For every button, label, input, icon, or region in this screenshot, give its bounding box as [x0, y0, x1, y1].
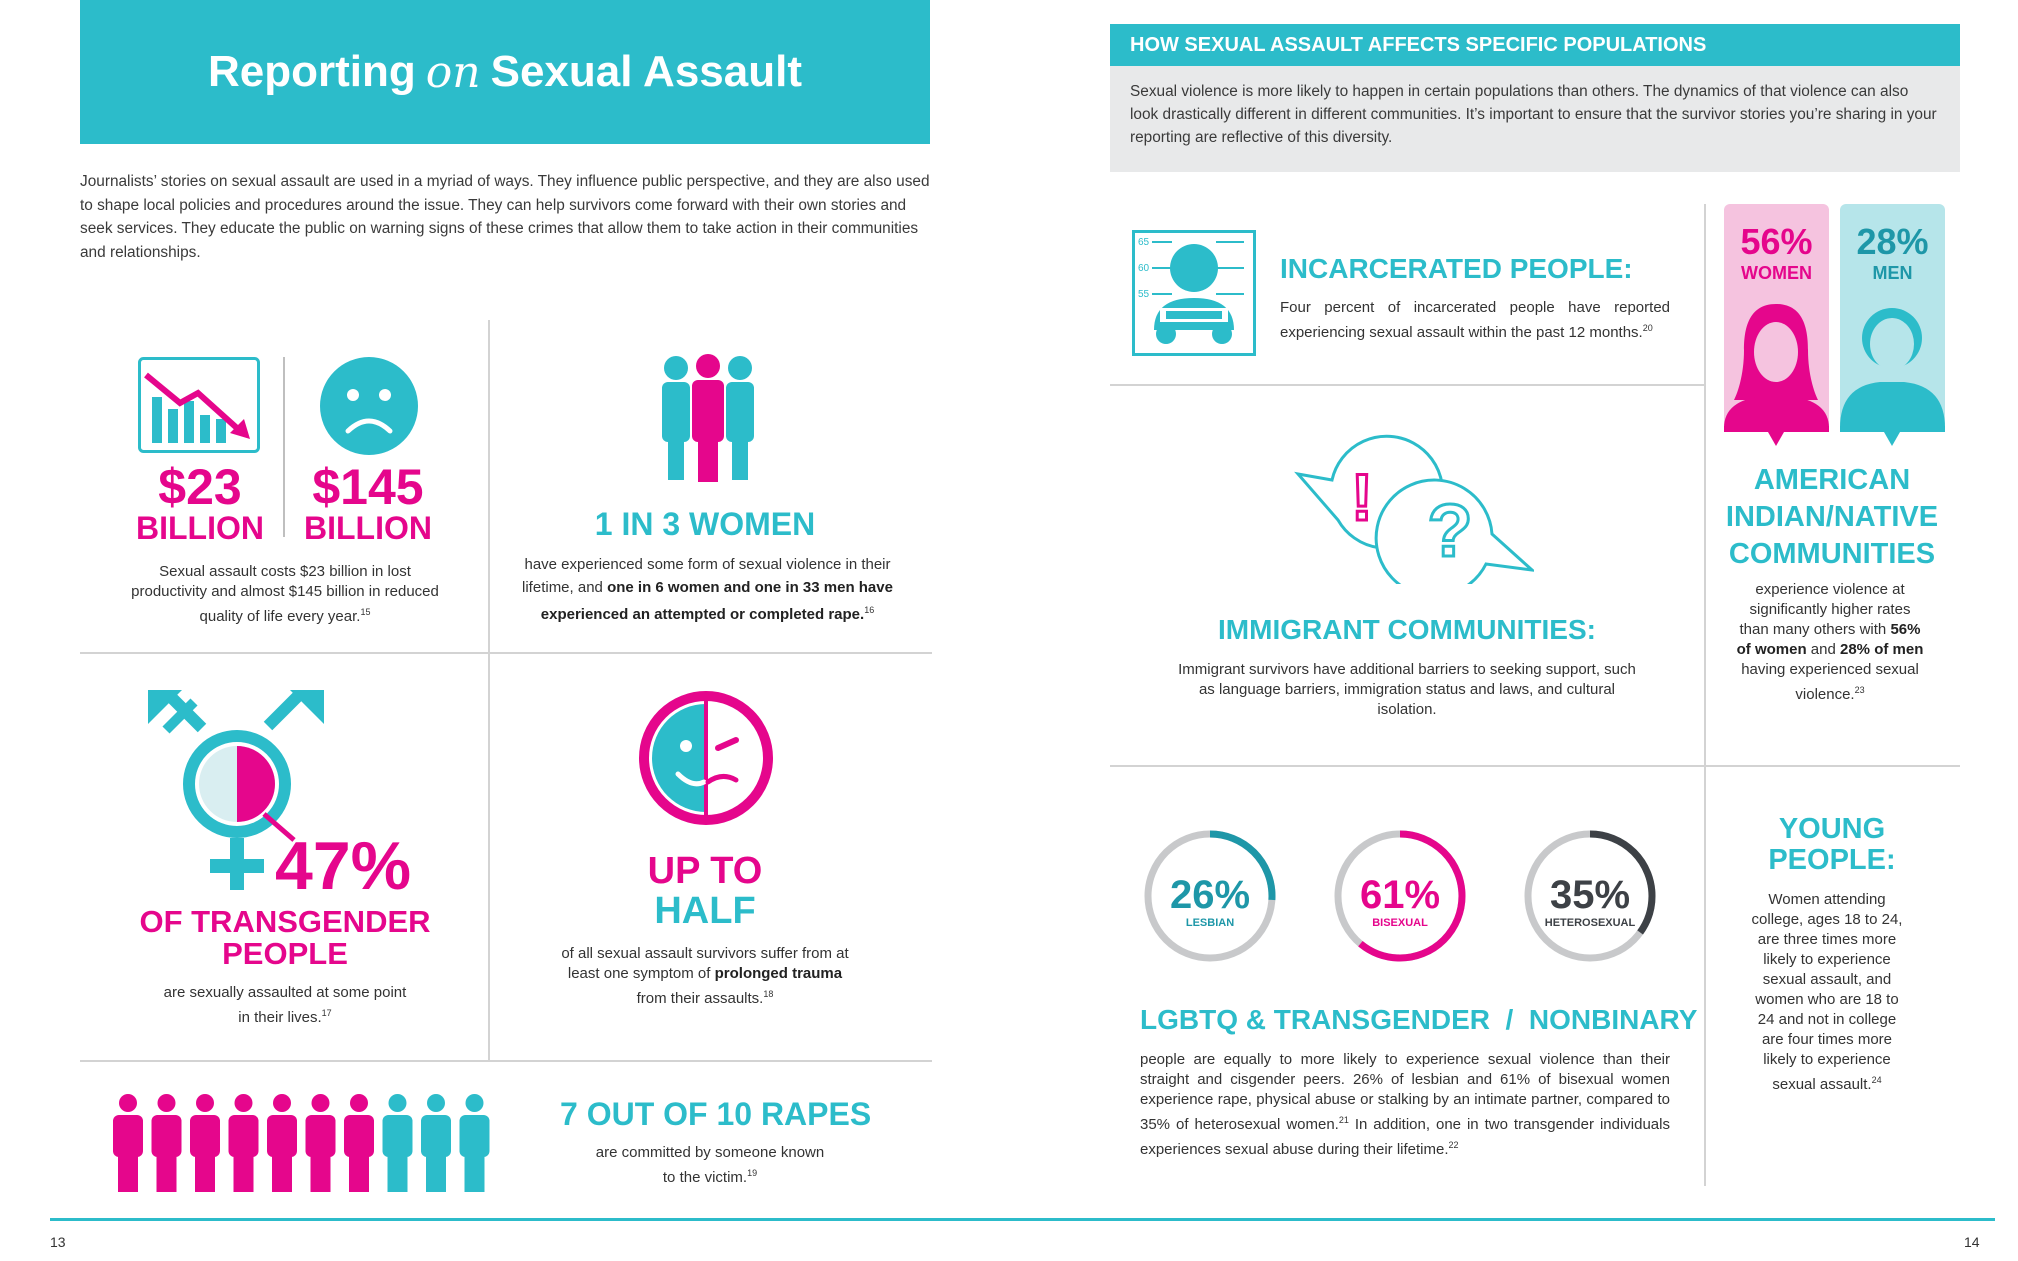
- immigrant-headline: IMMIGRANT COMMUNITIES:: [1218, 614, 1596, 645]
- native-text: [1735, 580, 1925, 705]
- sad-face-icon: [320, 357, 418, 460]
- women-percent: 56%: [1740, 221, 1813, 262]
- height-mark: 60: [1138, 263, 1150, 274]
- lgbtq-text: [1140, 1050, 1670, 1160]
- height-mark: 65: [1138, 237, 1150, 248]
- footnote: 22: [1448, 1140, 1459, 1150]
- young-headline-1: YOUNG: [1778, 813, 1886, 845]
- cost-unit-2: BILLION: [304, 510, 432, 546]
- native-text-bold1: 56% of women: [1736, 621, 1921, 658]
- speech-bubbles-icon: [1278, 424, 1534, 589]
- divider: [80, 1060, 932, 1062]
- lgbtq-text-1: people are equally to more likely to experience sexual violence than their straight and cisgender peers. 26% of lesbian and 61% of bisexual women experience rape, physical abuse or stalking by an intimate partner, compared to 35% of heterosexual women.: [1140, 1051, 1670, 1133]
- men-label: MEN: [1872, 263, 1913, 283]
- footnote: 20: [1642, 323, 1653, 333]
- ring-value: 61%: [1359, 873, 1441, 917]
- cost-value-2: $145: [312, 459, 424, 515]
- footnote: 16: [864, 605, 875, 615]
- trauma-text-bold: prolonged trauma: [714, 965, 843, 982]
- man-icon: [1840, 300, 1945, 451]
- women-headline-text: 1 IN 3 WOMEN: [594, 506, 816, 542]
- trauma-headline-1: UP TO: [647, 850, 763, 892]
- young-headline-2: PEOPLE:: [1768, 844, 1896, 876]
- mugshot-icon: [1132, 230, 1256, 361]
- footnote: 18: [763, 989, 774, 999]
- person-figure: [421, 1094, 451, 1192]
- ring-label: HETEROSEXUAL: [1544, 917, 1636, 929]
- native-headline-1: AMERICAN: [1753, 464, 1911, 496]
- ring-label: BISEXUAL: [1372, 917, 1428, 929]
- women-text-plain: have experienced some form of sexual violence in their lifetime, and: [522, 556, 891, 596]
- right-intro-text: Sexual violence is more likely to happen in certain populations than others. The dynamics of that violence can also look drastically different in different communities. It’s important to ensure that the survivor stories you’re sharing in your reporting are reflective of this diversity.: [1130, 83, 1937, 146]
- cost-value-1: $23: [158, 459, 242, 515]
- ring-lesbian: [1148, 834, 1272, 958]
- height-mark: 55: [1138, 289, 1150, 300]
- page-title-banner: [80, 0, 930, 144]
- native-text-bold2: 28% of men: [1840, 641, 1924, 658]
- women-headline: [520, 508, 890, 540]
- title-on: on: [425, 46, 481, 98]
- person-figure: [267, 1094, 297, 1192]
- footnote: 19: [747, 1168, 758, 1178]
- divider: [1110, 384, 1704, 386]
- women-label: WOMEN: [1741, 263, 1812, 283]
- young-text: [1747, 890, 1907, 1095]
- transgender-headline-1: OF TRANSGENDER: [139, 904, 431, 939]
- incarcerated-text: [1280, 298, 1670, 343]
- footer-rule: [50, 1218, 1995, 1221]
- rapes-headline: [560, 1098, 871, 1130]
- person-figure: [306, 1094, 336, 1192]
- transgender-headline-2: PEOPLE: [222, 936, 348, 971]
- cost-text-body: Sexual assault costs $23 billion in lost productivity and almost $145 billion in reduced quality of life every year.: [131, 563, 439, 625]
- rapes-text: [590, 1143, 830, 1188]
- men-percent: 28%: [1856, 221, 1929, 262]
- transgender-text-body: are sexually assaulted at some point in their lives.: [163, 984, 407, 1026]
- incarcerated-text-body: Four percent of incarcerated people have reported experiencing sexual assault within the past 12 months.: [1280, 299, 1670, 341]
- young-text-body: Women attending college, ages 18 to 24, are three times more likely to experience sexual assault, and women who are 18 to 24 and not in college are four times more likely to experience sexual assault.: [1751, 891, 1903, 1093]
- person-figure: [460, 1094, 490, 1192]
- declining-chart-icon: [138, 357, 260, 458]
- page-number-left: 13: [50, 1234, 66, 1250]
- divider: [1704, 204, 1706, 1186]
- ring-value: 35%: [1549, 873, 1631, 917]
- young-headline: [1704, 814, 1960, 876]
- native-text-plain1: experience violence at significantly higher rates than many others with: [1739, 581, 1911, 638]
- divider: [80, 652, 932, 654]
- half-face-icon: [638, 690, 774, 831]
- ring-bisexual: [1338, 834, 1462, 958]
- title-part1: Reporting: [208, 47, 416, 96]
- transgender-text: [160, 983, 410, 1028]
- native-text-plain3: having experienced sexual violence.: [1741, 661, 1919, 703]
- person-figure: [190, 1094, 220, 1192]
- right-intro-box: [1110, 66, 1960, 172]
- cost-text: [130, 562, 440, 627]
- page-number-right: 14: [1964, 1234, 1980, 1250]
- cost-unit-1: BILLION: [136, 510, 264, 546]
- native-headline: [1704, 462, 1960, 573]
- person-figure: [113, 1094, 143, 1192]
- ring-heterosexual: [1528, 834, 1652, 958]
- lgbtq-headline: LGBTQ & TRANSGENDER / NONBINARY: [1140, 1004, 1698, 1035]
- rapes-text-body: are committed by someone known to the victim.: [595, 1144, 825, 1186]
- footnote: 24: [1871, 1075, 1882, 1085]
- rapes-headline-text: 7 OUT OF 10 RAPES: [560, 1096, 872, 1132]
- person-figure: [383, 1094, 413, 1192]
- transgender-percent: 47%: [275, 828, 412, 904]
- footnote: 15: [360, 607, 371, 617]
- native-text-plain2: and: [1806, 641, 1840, 658]
- woman-icon: [1724, 300, 1829, 451]
- person-row-icon: [112, 1094, 502, 1194]
- footnote: 21: [1338, 1115, 1349, 1125]
- lgbtq-text-2: In addition, one in two transgender individuals experiences sexual abuse during their lifetime.: [1140, 1116, 1670, 1158]
- women-text-bold: one in 6 women and one in 33 men have experienced an attempted or completed rape.: [540, 579, 893, 623]
- trauma-headline-2: HALF: [654, 890, 756, 932]
- trauma-text-plain1: of all sexual assault survivors suffer from at least one symptom of: [561, 945, 849, 982]
- title-part2: Sexual Assault: [490, 47, 802, 96]
- divider: [283, 357, 285, 537]
- person-figure: [344, 1094, 374, 1192]
- women-text: [505, 553, 910, 626]
- question-mark: ?: [1427, 489, 1473, 572]
- immigrant-text: Immigrant survivors have additional barriers to seeking support, such as language barriers, immigration status and laws, and cultural isolation.: [1178, 661, 1636, 718]
- incarcerated-headline: INCARCERATED PEOPLE:: [1280, 253, 1633, 284]
- section-header: HOW SEXUAL ASSAULT AFFECTS SPECIFIC POPULATIONS: [1110, 24, 1960, 66]
- rings-chart: [1140, 826, 1660, 966]
- footnote: 23: [1854, 685, 1865, 695]
- person-figure: [229, 1094, 259, 1192]
- native-headline-2: INDIAN/NATIVE: [1725, 501, 1939, 533]
- lgbtq-rings: [1140, 826, 1660, 966]
- intro-paragraph: Journalists’ stories on sexual assault are used in a myriad of ways. They influence public perspective, and they are also used to shape local policies and procedures around the issue. They can help survivors come forward with their own stories and seek services. They educate the public on warning signs of these crimes that allow them to take action in their communities and relationships.: [80, 173, 930, 261]
- divider: [1110, 765, 1960, 767]
- trauma-text-plain2: from their assaults.: [636, 990, 764, 1007]
- three-people-icon: [660, 354, 756, 487]
- ring-label: LESBIAN: [1185, 917, 1235, 929]
- divider: [488, 320, 490, 1060]
- native-headline-3: COMMUNITIES: [1728, 538, 1936, 570]
- trauma-text: [560, 944, 850, 1009]
- exclamation-mark: !: [1351, 460, 1373, 534]
- footnote: 17: [321, 1008, 332, 1018]
- ring-value: 26%: [1169, 873, 1251, 917]
- person-figure: [152, 1094, 182, 1192]
